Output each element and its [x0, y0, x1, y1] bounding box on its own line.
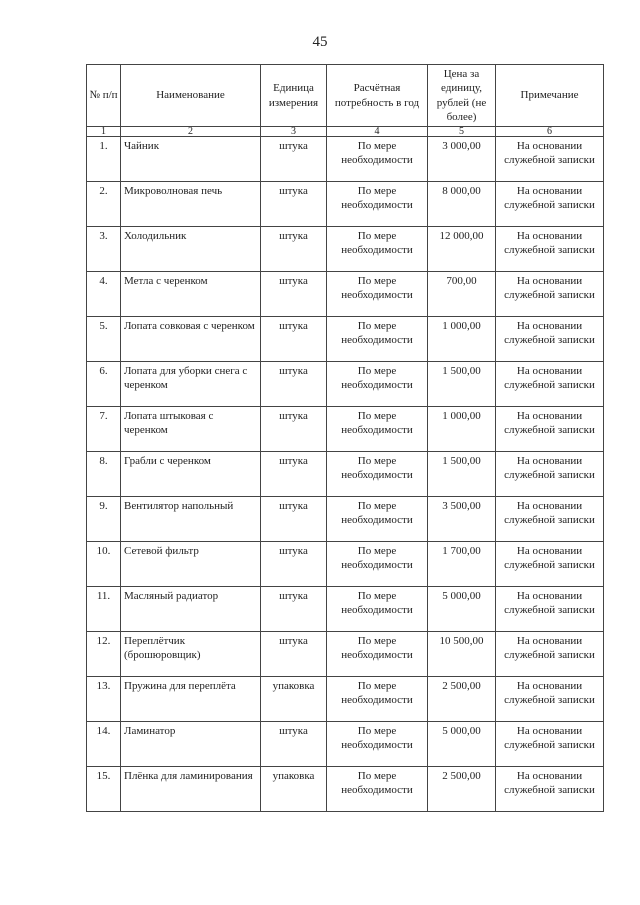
item-unit: упаковка	[261, 767, 327, 812]
item-need: По мере необходимости	[327, 722, 428, 767]
row-number: 5.	[87, 317, 121, 362]
table-row	[87, 632, 604, 677]
header-price: Цена за единицу, рублей (не более)	[428, 65, 496, 127]
item-unit: штука	[261, 137, 327, 182]
table-row	[87, 407, 604, 452]
row-number: 1.	[87, 137, 121, 182]
item-note: На основании служебной записки	[496, 227, 604, 272]
item-price: 700,00	[428, 272, 496, 317]
item-unit: штука	[261, 182, 327, 227]
row-number: 8.	[87, 452, 121, 497]
item-need: По мере необходимости	[327, 632, 428, 677]
item-unit: штука	[261, 497, 327, 542]
header-need: Расчётная потребность в год	[327, 65, 428, 127]
header-row	[87, 65, 604, 127]
item-name: Грабли с черенком	[121, 452, 261, 497]
item-price: 2 500,00	[428, 677, 496, 722]
row-number: 12.	[87, 632, 121, 677]
item-note: На основании служебной записки	[496, 452, 604, 497]
item-note: На основании служебной записки	[496, 137, 604, 182]
item-unit: штука	[261, 362, 327, 407]
item-unit: штука	[261, 317, 327, 362]
item-unit: штука	[261, 632, 327, 677]
item-name: Ламинатор	[121, 722, 261, 767]
item-name: Метла с черенком	[121, 272, 261, 317]
column-number: 4	[327, 127, 428, 137]
item-note: На основании служебной записки	[496, 542, 604, 587]
item-name: Сетевой фильтр	[121, 542, 261, 587]
row-number: 13.	[87, 677, 121, 722]
item-name: Микроволновая печь	[121, 182, 261, 227]
header-note: Примечание	[496, 65, 604, 127]
item-note: На основании служебной записки	[496, 182, 604, 227]
table-body	[87, 137, 604, 812]
item-need: По мере необходимости	[327, 452, 428, 497]
item-unit: штука	[261, 452, 327, 497]
item-note: На основании служебной записки	[496, 767, 604, 812]
table-row	[87, 767, 604, 812]
column-number: 2	[121, 127, 261, 137]
item-note: На основании служебной записки	[496, 362, 604, 407]
item-unit: штука	[261, 272, 327, 317]
row-number: 7.	[87, 407, 121, 452]
item-price: 5 000,00	[428, 722, 496, 767]
table-row	[87, 227, 604, 272]
column-number: 5	[428, 127, 496, 137]
item-price: 8 000,00	[428, 182, 496, 227]
page-number: 45	[312, 34, 328, 50]
item-need: По мере необходимости	[327, 137, 428, 182]
item-price: 1 500,00	[428, 362, 496, 407]
item-name: Пружина для переплёта	[121, 677, 261, 722]
item-need: По мере необходимости	[327, 182, 428, 227]
item-note: На основании служебной записки	[496, 317, 604, 362]
table-row	[87, 362, 604, 407]
item-need: По мере необходимости	[327, 407, 428, 452]
item-price: 3 500,00	[428, 497, 496, 542]
item-price: 1 700,00	[428, 542, 496, 587]
item-unit: штука	[261, 407, 327, 452]
item-note: На основании служебной записки	[496, 497, 604, 542]
table-row	[87, 677, 604, 722]
item-unit: штука	[261, 542, 327, 587]
item-name: Холодильник	[121, 227, 261, 272]
item-name: Плёнка для ламинирования	[121, 767, 261, 812]
column-number: 6	[496, 127, 604, 137]
item-unit: штука	[261, 227, 327, 272]
item-need: По мере необходимости	[327, 542, 428, 587]
item-price: 10 500,00	[428, 632, 496, 677]
item-price: 1 000,00	[428, 317, 496, 362]
header-num: № п/п	[87, 65, 121, 127]
row-number: 15.	[87, 767, 121, 812]
table-row	[87, 542, 604, 587]
item-need: По мере необходимости	[327, 587, 428, 632]
item-name: Лопата для уборки снега с черенком	[121, 362, 261, 407]
table-row	[87, 722, 604, 767]
item-unit: упаковка	[261, 677, 327, 722]
item-unit: штука	[261, 722, 327, 767]
table-row	[87, 272, 604, 317]
item-price: 1 000,00	[428, 407, 496, 452]
item-note: На основании служебной записки	[496, 722, 604, 767]
row-number: 3.	[87, 227, 121, 272]
item-need: По мере необходимости	[327, 362, 428, 407]
row-number: 4.	[87, 272, 121, 317]
item-need: По мере необходимости	[327, 227, 428, 272]
item-name: Масляный радиатор	[121, 587, 261, 632]
item-price: 3 000,00	[428, 137, 496, 182]
item-note: На основании служебной записки	[496, 407, 604, 452]
item-name: Переплётчик (брошюровщик)	[121, 632, 261, 677]
header-unit: Единица измерения	[261, 65, 327, 127]
table-row	[87, 137, 604, 182]
table-row	[87, 587, 604, 632]
table-row	[87, 452, 604, 497]
row-number: 6.	[87, 362, 121, 407]
table-row	[87, 182, 604, 227]
item-note: На основании служебной записки	[496, 632, 604, 677]
item-price: 5 000,00	[428, 587, 496, 632]
row-number: 10.	[87, 542, 121, 587]
item-need: По мере необходимости	[327, 677, 428, 722]
item-name: Вентилятор напольный	[121, 497, 261, 542]
item-price: 1 500,00	[428, 452, 496, 497]
item-price: 2 500,00	[428, 767, 496, 812]
item-need: По мере необходимости	[327, 497, 428, 542]
row-number: 9.	[87, 497, 121, 542]
row-number: 2.	[87, 182, 121, 227]
item-note: На основании служебной записки	[496, 587, 604, 632]
item-need: По мере необходимости	[327, 767, 428, 812]
item-price: 12 000,00	[428, 227, 496, 272]
table-row	[87, 497, 604, 542]
item-need: По мере необходимости	[327, 272, 428, 317]
item-name: Лопата штыковая с черенком	[121, 407, 261, 452]
item-name: Лопата совковая с черенком	[121, 317, 261, 362]
row-number: 14.	[87, 722, 121, 767]
table-row	[87, 317, 604, 362]
item-name: Чайник	[121, 137, 261, 182]
item-need: По мере необходимости	[327, 317, 428, 362]
row-number: 11.	[87, 587, 121, 632]
item-note: На основании служебной записки	[496, 272, 604, 317]
column-number: 1	[87, 127, 121, 137]
column-number: 3	[261, 127, 327, 137]
item-unit: штука	[261, 587, 327, 632]
item-note: На основании служебной записки	[496, 677, 604, 722]
header-name: Наименование	[121, 65, 261, 127]
column-number-row	[87, 127, 604, 137]
items-table	[86, 64, 604, 812]
